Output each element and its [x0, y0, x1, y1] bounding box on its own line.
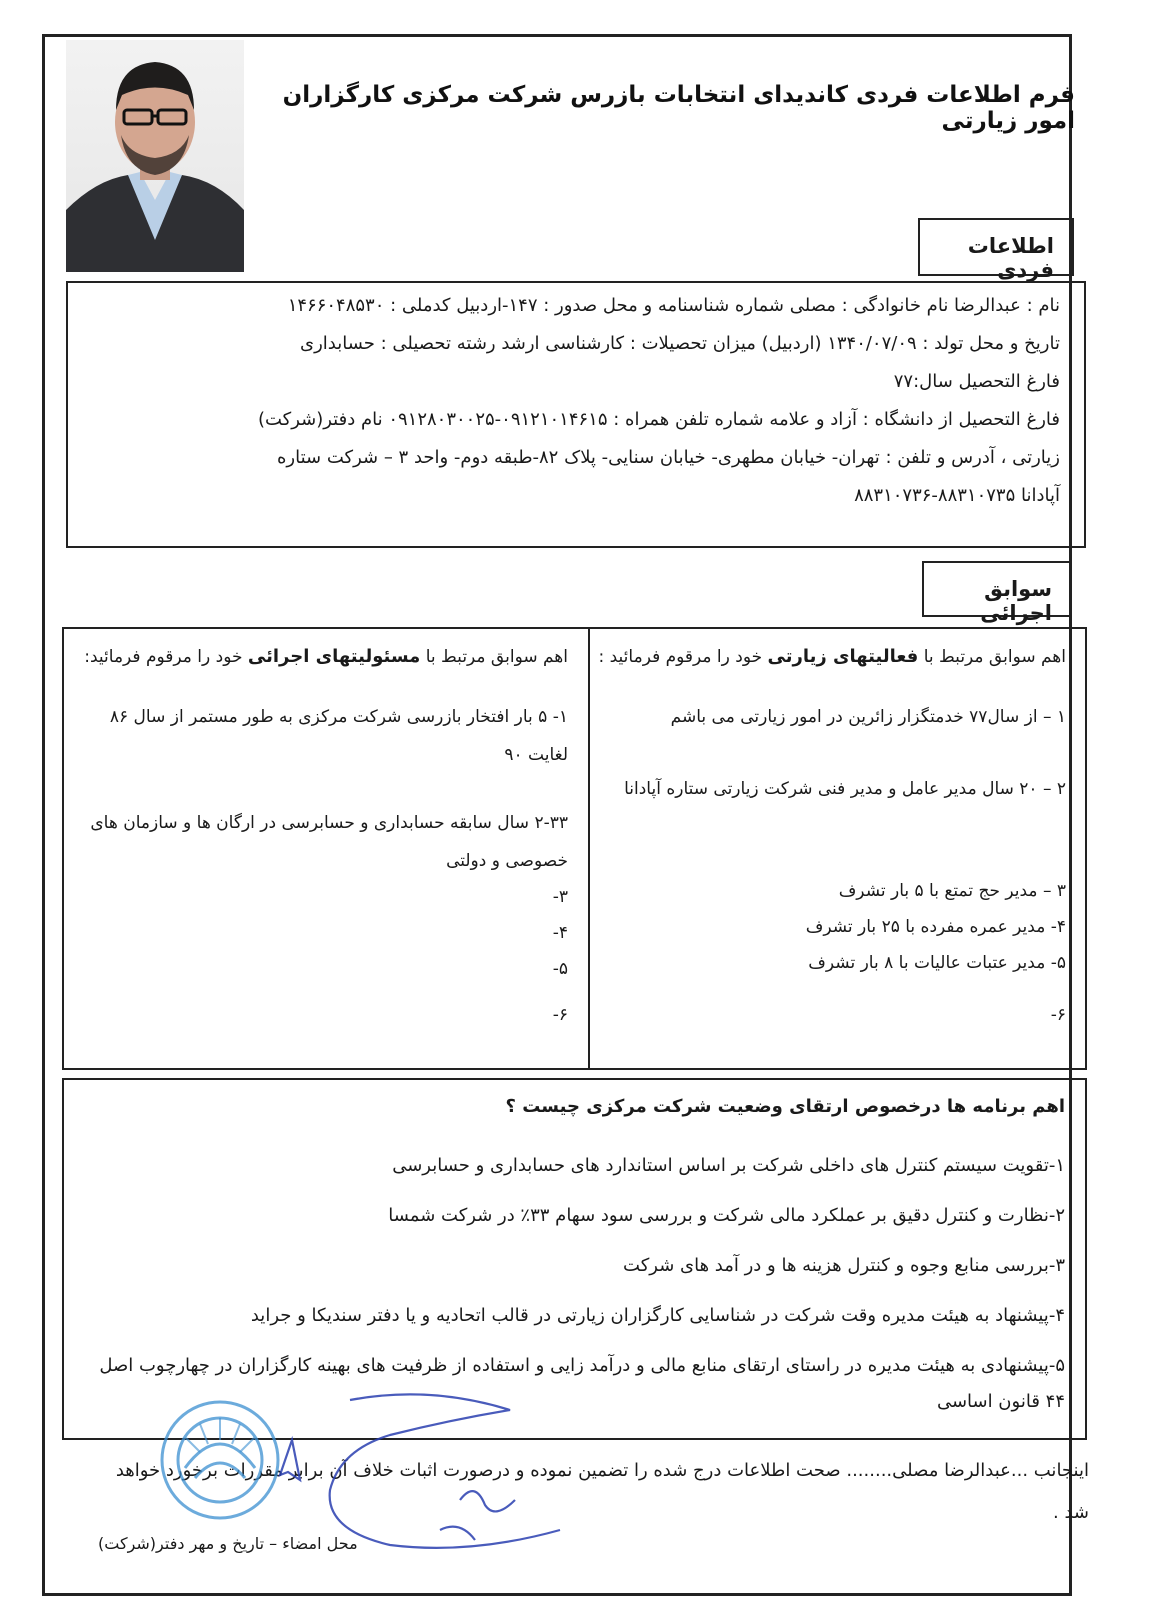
plan-item: ۳-بررسی منابع وجوه و کنترل هزینه ها و در آمد های شرکت	[623, 1255, 1065, 1276]
pilgrimage-item: ۲ – ۲۰ سال مدیر عامل و مدیر فنی شرکت زیارتی ستاره آپادانا	[624, 779, 1066, 799]
plan-item: ۵-پیشنهادی به هیئت مدیره در راستای ارتقای منابع مالی و درآمد زایی و استفاده از ظرفیت های بهینه کارگزاران در چهارچوب اصل ۴۴ قانون اساسی	[99, 1355, 1065, 1412]
plans-question: اهم برنامه ها درخصوص ارتقای وضعیت شرکت مرکزی چیست ؟	[505, 1096, 1065, 1117]
plan-item: ۲-نظارت و کنترل دقیق بر عملکرد مالی شرکت و بررسی سود سهام ۳۳٪ در شرکت شمسا	[388, 1205, 1065, 1226]
personal-line-university: فارغ التحصیل از دانشگاه : آزاد و علامه شماره تلفن همراه : ۰۹۱۲۱۰۱۴۶۱۵-۰۹۱۲۸۰۳۰۰۲۵ نام دفتر(شرکت)	[257, 409, 1060, 430]
pilgrimage-item: ۳ – مدیر حج تمتع با ۵ بار تشرف	[838, 881, 1066, 901]
company-stamp-icon	[150, 1390, 290, 1530]
personal-line-phone: آپادانا ۸۸۳۱۰۷۳۵-۸۸۳۱۰۷۳۶	[854, 485, 1060, 506]
column-divider	[588, 627, 590, 1070]
pilgrimage-activities-column	[598, 640, 1076, 1060]
responsibilities-column-header: اهم سوابق مرتبط با مسئولیتهای اجرائی خود را مرقوم فرمائید:	[84, 646, 568, 667]
personal-info-box	[66, 281, 1086, 548]
responsibility-item: ۲-۳۳ سال سابقه حسابداری و حسابرسی در ارگان ها و سازمان های خصوصی و دولتی	[90, 813, 568, 871]
personal-line-address: زیارتی ، آدرس و تلفن : تهران- خیابان مطهری- خیابان سنایی- پلاک ۸۲-طبقه دوم- واحد ۳ – شرکت ستاره	[277, 447, 1060, 468]
personal-line-graduation: فارغ التحصیل سال:۷۷	[893, 371, 1060, 392]
signature-caption: محل امضاء – تاریخ و مهر دفتر(شرکت)	[98, 1534, 358, 1553]
pilgrimage-item: ۱ – از سال۷۷ خدمتگزار زائرین در امور زیارتی می باشم	[670, 707, 1066, 727]
executive-records-heading: سوابق اجرائی	[922, 561, 1072, 617]
plan-item: ۴-پیشنهاد به هیئت مدیره وقت شرکت در شناسایی کارگزاران زیارتی در قالب اتحادیه و یا دفتر سندیکا و جراید	[250, 1305, 1065, 1326]
responsibility-item: ۶-	[552, 1005, 568, 1025]
declaration-text: اینجانب ...عبدالرضا مصلی........ صحت اطلاعات درج شده را تضمین نموده و درصورت اثبات خلاف آن برابر مقررات برخورد خواهد شد .	[115, 1460, 1089, 1523]
personal-line-name: نام : عبدالرضا نام خانوادگی : مصلی شماره شناسنامه و محل صدور : ۱۴۷-اردبیل کدملی : ۱۴۶۶۰۴۸۵۳۰	[287, 295, 1060, 316]
responsibility-item: ۳-	[552, 887, 568, 907]
handwritten-signature-icon	[270, 1380, 610, 1570]
pilgrimage-item: ۵- مدیر عتبات عالیات با ۸ بار تشرف	[808, 953, 1066, 973]
responsibility-item: ۱- ۵ بار افتخار بازرسی شرکت مرکزی به طور مستمر از سال ۸۶ لغایت ۹۰	[109, 707, 568, 765]
executive-responsibilities-column	[70, 640, 578, 1060]
plan-item: ۱-تقویت سیستم کنترل های داخلی شرکت بر اساس استاندارد های حسابداری و حسابرسی	[392, 1155, 1065, 1176]
candidate-photo	[66, 40, 244, 272]
pilgrimage-item: ۴- مدیر عمره مفرده با ۲۵ بار تشرف	[805, 917, 1066, 937]
responsibility-item: ۴-	[552, 923, 568, 943]
form-title: فرم اطلاعات فردی کاندیدای انتخابات بازرس شرکت مرکزی کارگزاران امور زیارتی	[282, 82, 1075, 134]
personal-line-birth: تاریخ و محل تولد : ۱۳۴۰/۰۷/۰۹ (اردبیل) میزان تحصیلات : کارشناسی ارشد رشته تحصیلی : حسابداری	[299, 333, 1060, 354]
pilgrimage-column-header: اهم سوابق مرتبط با فعالیتهای زیارتی خود را مرقوم فرمائید :	[598, 646, 1066, 667]
pilgrimage-item: ۶-	[1050, 1005, 1066, 1025]
responsibility-item: ۵-	[552, 959, 568, 979]
personal-info-heading: اطلاعات فردی	[918, 218, 1074, 276]
